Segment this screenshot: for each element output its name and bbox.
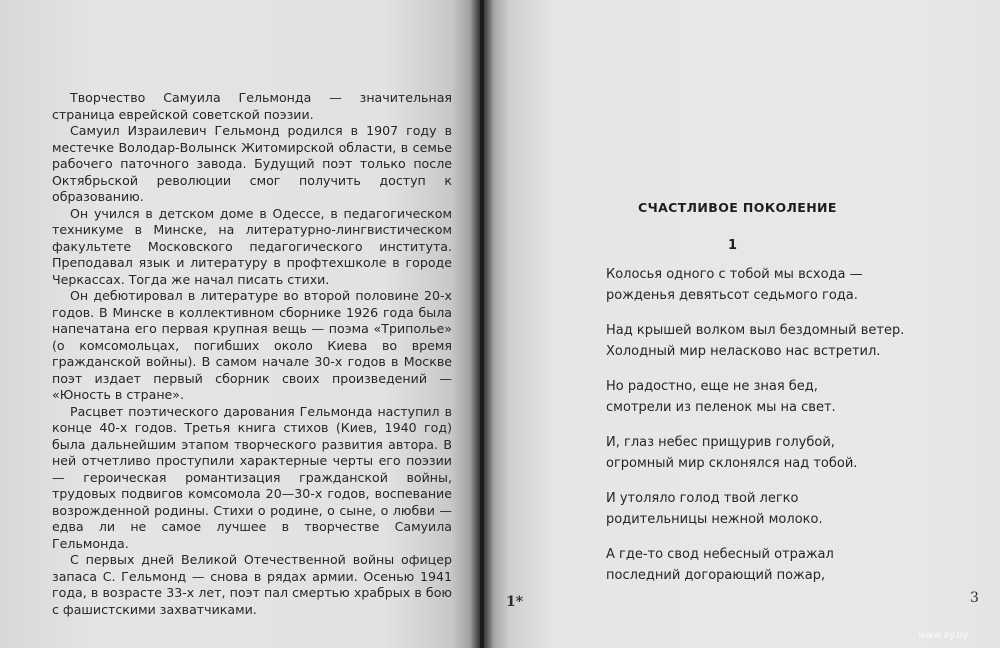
watermark: www.ay.by: [918, 630, 969, 641]
stanza: [606, 432, 936, 474]
stanza: [606, 488, 936, 530]
paragraph: Расцвет поэтического дарования Гельмонда наступил в конце 40-х годов. Третья книга стихов (Киев, 1940 год) была дальнейшим этапом творческого развития автора. В ней отчетливо проступили характерные черты его поэзии — героическая романтизация гражданской войны, трудовых подвигов комсомола 20—30-х годов, воспевание возрожденной родины. Стихи о родине, о сыне, о любви — едва ли не самое лучшее в творчестве Самуила Гельмонда.: [52, 403, 452, 551]
poem-line: И утоляло голод твой легко: [606, 491, 799, 506]
poem-line: Над крышей волком выл бездомный ветер.: [606, 323, 905, 338]
poem-line: Холодный мир неласково нас встретил.: [606, 344, 881, 359]
poem-line: рожденья девятьсот седьмого года.: [606, 288, 858, 303]
paragraph: Творчество Самуила Гельмонда — значительная страница еврейской советской поэзии.: [52, 90, 452, 122]
stanza: [606, 544, 936, 586]
poem-line: А где-то свод небесный отражал: [606, 547, 834, 562]
poem-title: СЧАСТЛИВОЕ ПОКОЛЕНИЕ: [638, 200, 837, 215]
page-number: 3: [970, 590, 979, 606]
stanza: [606, 376, 936, 418]
stanza: [606, 320, 936, 362]
book-gutter: [470, 0, 494, 648]
paragraph: Он дебютировал в литературе во второй половине 20-х годов. В Минске в коллективном сборнике 1926 года была напечатана его первая крупная вещь — поэма «Триполье» (о комсомольцах, погибших около Киева во время гражданской войны). В самом начале 30-х годов в Москве поэт издает первый сборник своих произведений — «Юность в стране».: [52, 288, 452, 402]
poem-line: последний догорающий пожар,: [606, 568, 826, 583]
stanza: [606, 264, 936, 306]
signature-mark: 1*: [506, 594, 524, 610]
poem-line: огромный мир склонялся над тобой.: [606, 456, 858, 471]
poem-line: смотрели из пеленок мы на свет.: [606, 400, 836, 415]
left-page: [0, 0, 480, 648]
poem-line: И, глаз небес прищурив голубой,: [606, 435, 835, 450]
poem-body: [606, 264, 936, 600]
paragraph: С первых дней Великой Отечественной войны офицер запаса С. Гельмонд — снова в рядах армии. Осенью 1941 года, в возрасте 33-х лет, поэт пал смертью храбрых в бою с фашистскими захватчиками.: [52, 552, 452, 617]
paragraph: Он учился в детском доме в Одессе, в педагогическом техникуме в Минске, на литературно-лингвистическом факультете Московского педагогического института. Преподавал язык и литературу в профтехшколе в городе Черкассах. Тогда же начал писать стихи.: [52, 205, 452, 287]
poem-line: родительницы нежной молоко.: [606, 512, 823, 527]
poem-line: Но радостно, еще не зная бед,: [606, 379, 818, 394]
poem-number: 1: [728, 238, 738, 253]
paragraph: Самуил Израилевич Гельмонд родился в 1907 году в местечке Володар-Волынск Житомирской области, в семье рабочего паточного завода. Будущий поэт только после Октябрьской революции смог получить доступ к образованию.: [52, 123, 452, 204]
biography-text: [52, 90, 452, 618]
poem-line: Колосья одного с тобой мы всхода —: [606, 267, 863, 282]
